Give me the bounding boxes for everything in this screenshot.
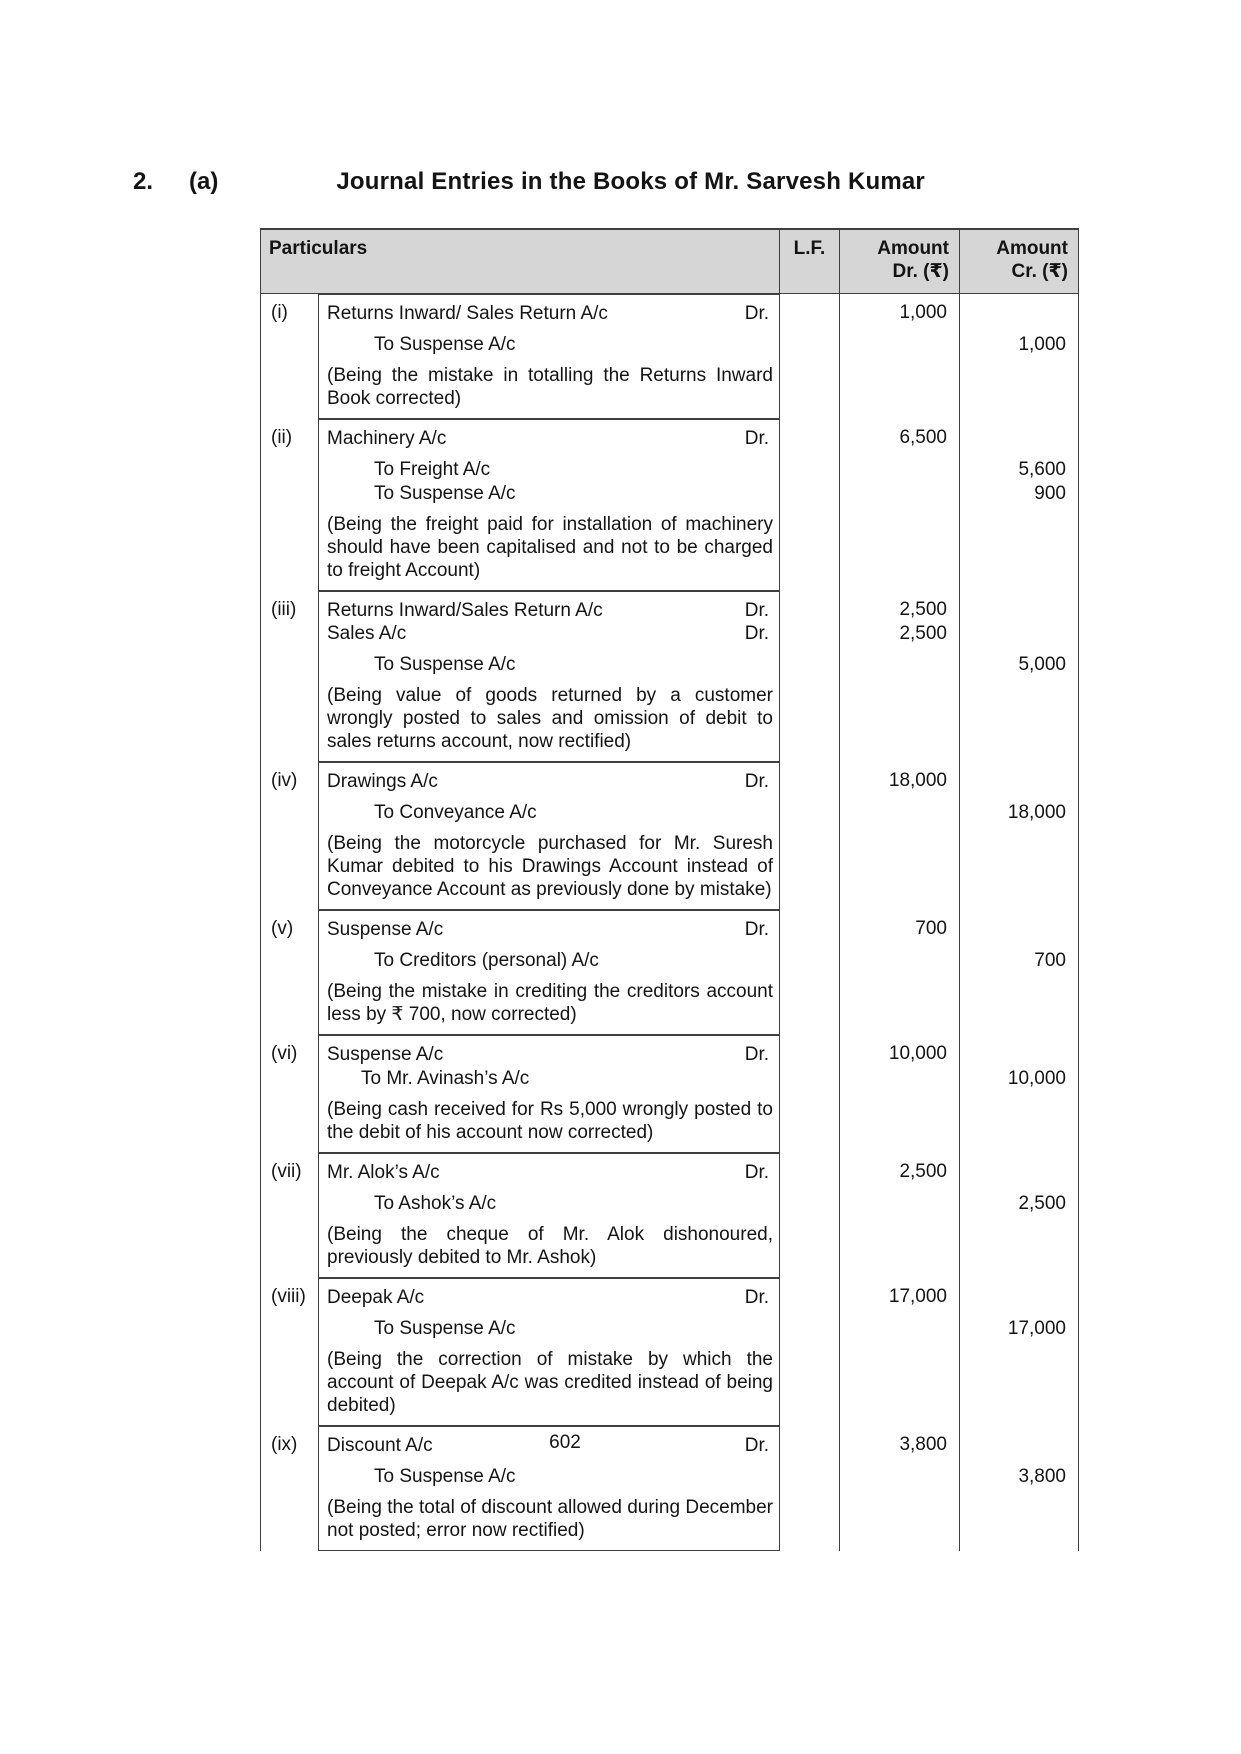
debit-line-cell [318, 910, 780, 941]
entry-line-row [260, 591, 1079, 622]
credit-line: To Suspense A/c [374, 483, 516, 504]
cr-amount-cell: 10,000 [960, 1066, 1079, 1090]
dr-amount-cell [840, 1184, 960, 1215]
entry-line-row [260, 1066, 1079, 1090]
cr-amount-cell [960, 622, 1079, 645]
entry-number [260, 1309, 318, 1340]
cr-amount-cell: 5,000 [960, 645, 1079, 676]
cr-amount-cell [960, 1488, 1079, 1551]
account-name: Mr. Alok’s A/c [327, 1162, 440, 1183]
entry-number [260, 972, 318, 1035]
credit-line-cell [318, 1457, 780, 1488]
account-name: Sales A/c [327, 623, 407, 644]
lf-cell [780, 294, 840, 325]
entry-number [260, 1184, 318, 1215]
cr-amount-cell: 17,000 [960, 1309, 1079, 1340]
dr-amount-cell: 2,500 [840, 1153, 960, 1184]
page-title: Journal Entries in the Books of Mr. Sarvesh Kumar [336, 168, 925, 195]
credit-line-cell [318, 941, 780, 972]
account-name: Discount A/c [327, 1435, 433, 1456]
header-amount-dr [840, 230, 960, 293]
cr-amount-cell [960, 1215, 1079, 1278]
entry-line-row [260, 419, 1079, 450]
table-body [260, 294, 1079, 1551]
entry-line-row [260, 1278, 1079, 1309]
credit-line: To Conveyance A/c [374, 802, 537, 823]
account-name: Suspense A/c [327, 1044, 444, 1065]
narration-cell [318, 1090, 780, 1153]
credit-line-cell [318, 450, 780, 481]
entry-number: (ii) [260, 419, 318, 450]
entry-number: (vii) [260, 1153, 318, 1184]
dr-amount-cell [840, 1215, 960, 1278]
narration: (Being cash received for Rs 5,000 wrongly posted to the debit of his account now corrected) [327, 1099, 773, 1143]
debit-line-cell [318, 1035, 780, 1066]
cr-amount-cell: 900 [960, 481, 1079, 505]
entry-number [260, 824, 318, 910]
debit-line [319, 622, 779, 645]
entry-line-row [260, 762, 1079, 793]
entry-number [260, 1488, 318, 1551]
lf-cell [780, 1035, 840, 1066]
dr-suffix: Dr. [744, 428, 769, 449]
cr-amount-cell [960, 591, 1079, 622]
debit-line [319, 427, 779, 450]
entry-line-row [260, 1153, 1079, 1184]
dr-amount-cell [840, 972, 960, 1035]
lf-cell [780, 325, 840, 356]
debit-line [319, 599, 779, 622]
dr-amount-cell [840, 450, 960, 481]
lf-cell [780, 505, 840, 591]
dr-amount-cell: 6,500 [840, 419, 960, 450]
dr-suffix: Dr. [744, 771, 769, 792]
debit-line-cell [318, 591, 780, 622]
dr-amount-cell: 10,000 [840, 1035, 960, 1066]
lf-cell [780, 645, 840, 676]
narration-cell [318, 676, 780, 762]
entry-number [260, 481, 318, 505]
cr-amount-cell [960, 972, 1079, 1035]
lf-cell [780, 1278, 840, 1309]
narration-cell [318, 1488, 780, 1551]
entry-line-row [260, 294, 1079, 325]
entry-line-row [260, 645, 1079, 676]
page-number: 602 [549, 1432, 581, 1453]
entry-number [260, 622, 318, 645]
account-name: Suspense A/c [327, 919, 444, 940]
lf-cell [780, 1153, 840, 1184]
credit-line-cell [318, 481, 780, 505]
entry-line-row [260, 356, 1079, 419]
dr-amount-cell [840, 1488, 960, 1551]
lf-cell [780, 941, 840, 972]
dr-amount-cell [840, 481, 960, 505]
narration: (Being the mistake in crediting the creditors account less by ₹ 700, now corrected) [327, 981, 773, 1025]
credit-line: To Suspense A/c [374, 334, 516, 355]
narration: (Being the mistake in totalling the Returns Inward Book corrected) [327, 365, 773, 409]
credit-line: To Suspense A/c [374, 1466, 516, 1487]
cr-amount-cell [960, 824, 1079, 910]
cr-amount-cell [960, 1035, 1079, 1066]
debit-line [319, 918, 779, 941]
entry-line-row [260, 1457, 1079, 1488]
entry-line-row [260, 1488, 1079, 1551]
header-amount-dr-line1: Amount [877, 238, 949, 259]
narration-cell [318, 356, 780, 419]
narration-cell [318, 1215, 780, 1278]
lf-cell [780, 1340, 840, 1426]
entry-line-row [260, 1309, 1079, 1340]
entry-number [260, 356, 318, 419]
dr-amount-cell: 700 [840, 910, 960, 941]
entry-line-row [260, 505, 1079, 591]
dr-amount-cell [840, 1340, 960, 1426]
entry-number: (ix) [260, 1426, 318, 1457]
dr-suffix: Dr. [744, 1162, 769, 1183]
debit-line-cell [318, 762, 780, 793]
dr-amount-cell [840, 325, 960, 356]
dr-suffix: Dr. [744, 1435, 769, 1456]
credit-line: To Suspense A/c [374, 1318, 516, 1339]
dr-amount-cell [840, 1309, 960, 1340]
cr-amount-cell [960, 505, 1079, 591]
entry-line-row [260, 622, 1079, 645]
dr-amount-cell [840, 941, 960, 972]
lf-cell [780, 1215, 840, 1278]
lf-cell [780, 972, 840, 1035]
narration: (Being the total of discount allowed during December not posted; error now rectified) [327, 1497, 773, 1541]
journal-table [260, 228, 1079, 1551]
cr-amount-cell: 1,000 [960, 325, 1079, 356]
debit-line-cell [318, 1153, 780, 1184]
account-name: Machinery A/c [327, 428, 447, 449]
credit-line-cell [318, 325, 780, 356]
cr-amount-cell: 700 [960, 941, 1079, 972]
debit-line-cell [318, 294, 780, 325]
narration: (Being value of goods returned by a customer wrongly posted to sales and omission of debit to sales returns account, now rectified) [327, 685, 773, 752]
narration-cell [318, 1340, 780, 1426]
credit-line: To Creditors (personal) A/c [374, 950, 599, 971]
narration-cell [318, 972, 780, 1035]
entry-line-row [260, 1090, 1079, 1153]
narration: (Being the correction of mistake by which the account of Deepak A/c was credited instead of being debited) [327, 1349, 773, 1416]
entry-line-row [260, 972, 1079, 1035]
dr-amount-cell: 17,000 [840, 1278, 960, 1309]
header-amount-dr-line2: Dr. (₹) [892, 261, 949, 282]
dr-amount-cell [840, 356, 960, 419]
entry-line-row [260, 1184, 1079, 1215]
cr-amount-cell [960, 1278, 1079, 1309]
entry-line-row [260, 1215, 1079, 1278]
entry-line-row [260, 824, 1079, 910]
narration-cell [318, 824, 780, 910]
dr-amount-cell [840, 1090, 960, 1153]
cr-amount-cell [960, 356, 1079, 419]
cr-amount-cell [960, 294, 1079, 325]
cr-amount-cell: 2,500 [960, 1184, 1079, 1215]
dr-amount-cell: 3,800 [840, 1426, 960, 1457]
cr-amount-cell: 5,600 [960, 450, 1079, 481]
cr-amount-cell [960, 1340, 1079, 1426]
cr-amount-cell [960, 676, 1079, 762]
narration: (Being the freight paid for installation of machinery should have been capitalised and not to be charged to freight Account) [327, 514, 773, 581]
entry-number [260, 645, 318, 676]
entry-line-row [260, 1035, 1079, 1066]
lf-cell [780, 762, 840, 793]
dr-amount-cell [840, 645, 960, 676]
entry-line-row [260, 481, 1079, 505]
lf-cell [780, 910, 840, 941]
account-name: Returns Inward/Sales Return A/c [327, 600, 603, 621]
credit-line-cell [318, 1309, 780, 1340]
credit-line: To Suspense A/c [374, 654, 516, 675]
title-row [133, 168, 925, 196]
part-label: (a) [189, 168, 219, 195]
narration: (Being the cheque of Mr. Alok dishonoured, previously debited to Mr. Ashok) [327, 1224, 773, 1268]
cr-amount-cell [960, 1153, 1079, 1184]
dr-amount-cell: 2,500 [840, 591, 960, 622]
dr-amount-cell: 2,500 [840, 622, 960, 645]
entry-number: (iii) [260, 591, 318, 622]
entry-number [260, 450, 318, 481]
lf-cell [780, 1184, 840, 1215]
cr-amount-cell [960, 910, 1079, 941]
credit-line-cell [318, 1066, 780, 1090]
account-name: Drawings A/c [327, 771, 438, 792]
debit-line [319, 1161, 779, 1184]
entry-number: (vi) [260, 1035, 318, 1066]
entry-number: (iv) [260, 762, 318, 793]
dr-amount-cell: 18,000 [840, 762, 960, 793]
entry-line-row [260, 1340, 1079, 1426]
lf-cell [780, 356, 840, 419]
lf-cell [780, 1090, 840, 1153]
cr-amount-cell [960, 762, 1079, 793]
debit-line-cell [318, 1278, 780, 1309]
narration: (Being the motorcycle purchased for Mr. Suresh Kumar debited to his Drawings Account instead of Conveyance Account as previously done by mistake) [327, 833, 773, 900]
lf-cell [780, 450, 840, 481]
dr-suffix: Dr. [744, 623, 769, 644]
header-amount-cr-line1: Amount [996, 238, 1068, 259]
lf-cell [780, 793, 840, 824]
dr-amount-cell [840, 1066, 960, 1090]
account-name: Deepak A/c [327, 1287, 425, 1308]
entry-number: (i) [260, 294, 318, 325]
lf-cell [780, 1309, 840, 1340]
debit-line [319, 770, 779, 793]
lf-cell [780, 1488, 840, 1551]
dr-suffix: Dr. [744, 919, 769, 940]
entry-number: (viii) [260, 1278, 318, 1309]
credit-line-cell [318, 645, 780, 676]
account-name: Returns Inward/ Sales Return A/c [327, 303, 608, 324]
cr-amount-cell: 3,800 [960, 1457, 1079, 1488]
debit-line-cell [318, 419, 780, 450]
entry-number [260, 1090, 318, 1153]
header-amount-cr [960, 230, 1079, 293]
dr-amount-cell [840, 793, 960, 824]
entry-line-row [260, 676, 1079, 762]
credit-line-cell [318, 793, 780, 824]
credit-line: To Freight A/c [374, 459, 491, 480]
debit-line [319, 1286, 779, 1309]
entry-number [260, 1066, 318, 1090]
dr-suffix: Dr. [744, 1287, 769, 1308]
narration-cell [318, 505, 780, 591]
lf-cell [780, 676, 840, 762]
cr-amount-cell [960, 419, 1079, 450]
entry-number [260, 1340, 318, 1426]
entry-number: (v) [260, 910, 318, 941]
lf-cell [780, 824, 840, 910]
entry-number [260, 793, 318, 824]
dr-amount-cell [840, 1457, 960, 1488]
dr-amount-cell [840, 824, 960, 910]
dr-suffix: Dr. [744, 1044, 769, 1065]
lf-cell [780, 591, 840, 622]
dr-suffix: Dr. [744, 600, 769, 621]
cr-amount-cell: 18,000 [960, 793, 1079, 824]
lf-cell [780, 1457, 840, 1488]
header-amount-cr-line2: Cr. (₹) [1011, 261, 1068, 282]
credit-line: To Ashok’s A/c [374, 1193, 497, 1214]
header-particulars: Particulars [260, 230, 780, 293]
lf-cell [780, 1066, 840, 1090]
dr-amount-cell [840, 505, 960, 591]
entry-line-row [260, 793, 1079, 824]
dr-amount-cell: 1,000 [840, 294, 960, 325]
lf-cell [780, 481, 840, 505]
debit-line-cell [318, 622, 780, 645]
entry-number [260, 505, 318, 591]
table-header-row [260, 228, 1079, 294]
lf-cell [780, 622, 840, 645]
entry-line-row [260, 910, 1079, 941]
lf-cell [780, 419, 840, 450]
entry-number [260, 325, 318, 356]
entry-line-row [260, 450, 1079, 481]
debit-line [319, 302, 779, 325]
entry-number [260, 1457, 318, 1488]
entry-number [260, 1215, 318, 1278]
entry-line-row [260, 941, 1079, 972]
credit-line: To Mr. Avinash’s A/c [361, 1068, 530, 1089]
header-lf: L.F. [780, 230, 840, 293]
cr-amount-cell [960, 1090, 1079, 1153]
credit-line-cell [318, 1184, 780, 1215]
entry-number [260, 676, 318, 762]
entry-line-row [260, 325, 1079, 356]
entry-number [260, 941, 318, 972]
dr-amount-cell [840, 676, 960, 762]
dr-suffix: Dr. [744, 303, 769, 324]
debit-line [319, 1043, 779, 1066]
question-number: 2. [133, 168, 154, 195]
